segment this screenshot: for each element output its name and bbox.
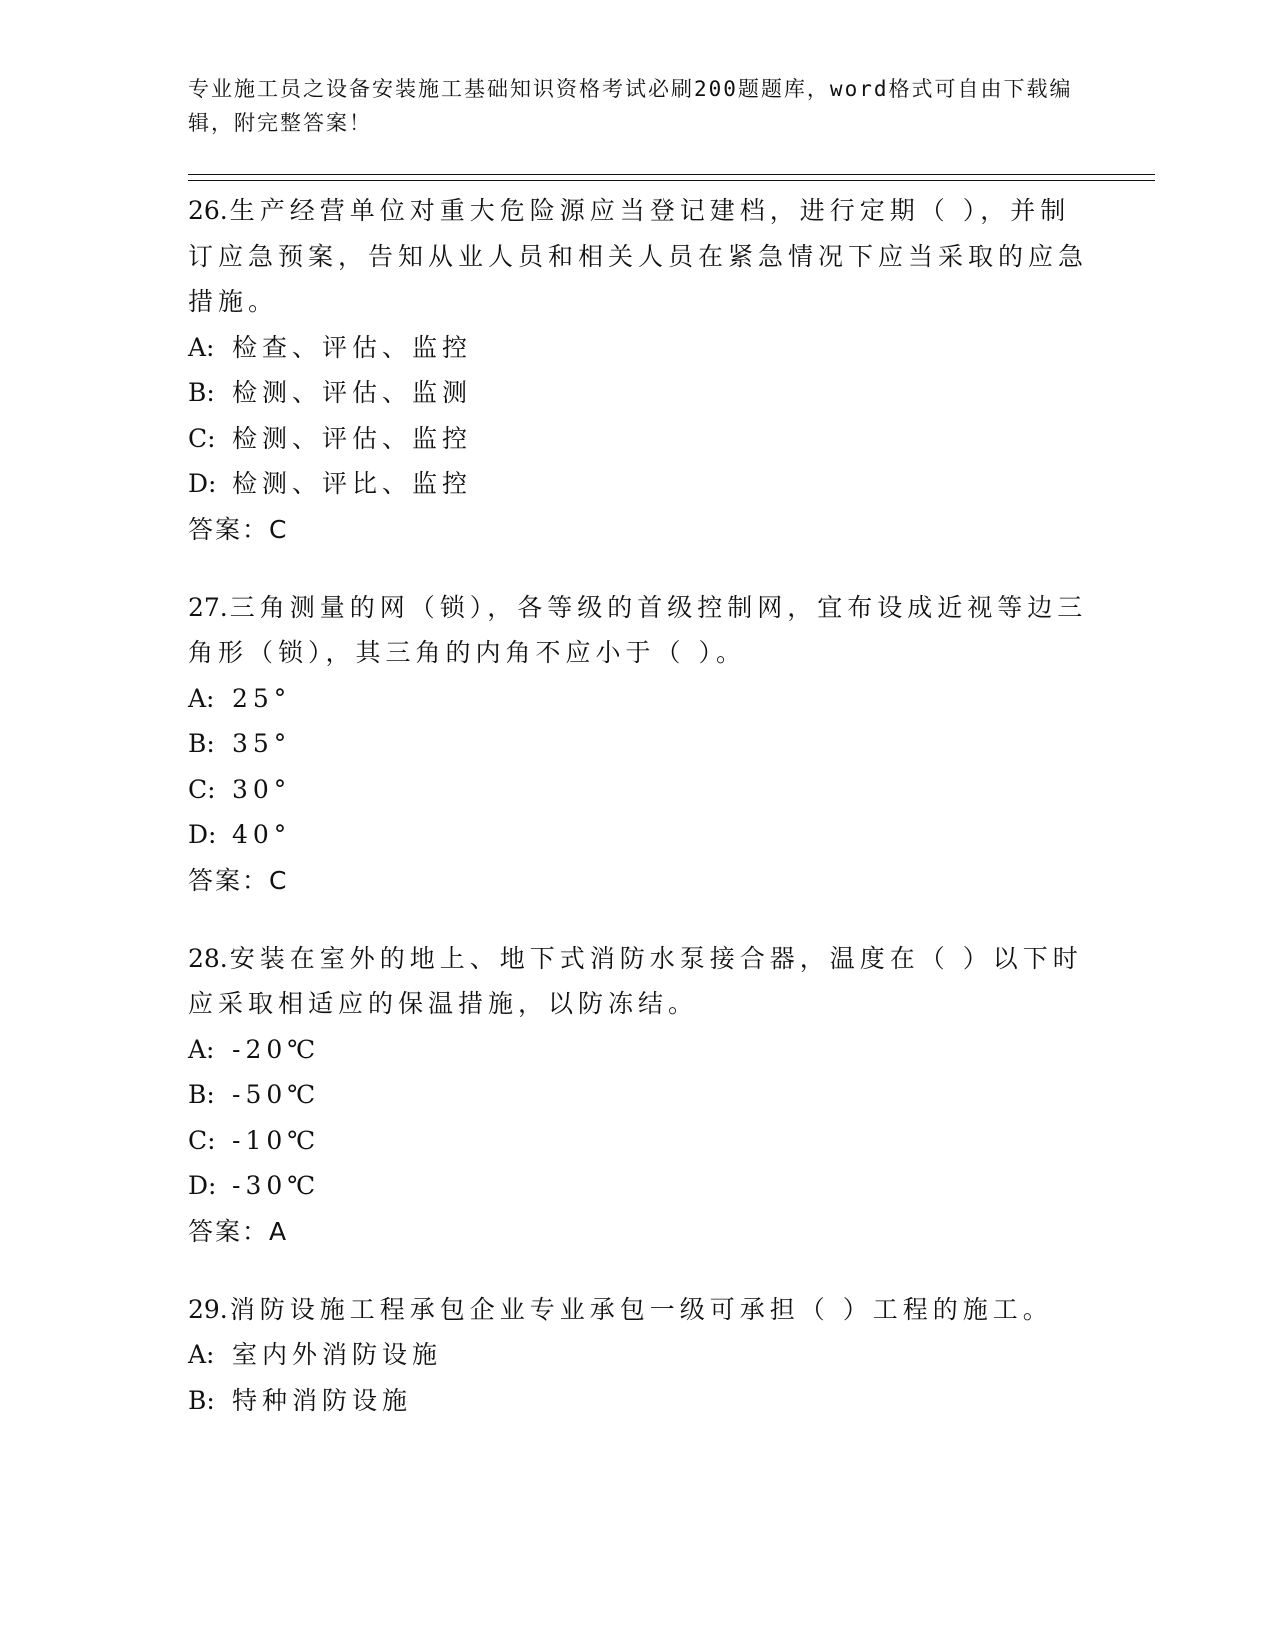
question-number: 27. [188,592,228,622]
option-text: 检测、评比、监控 [232,469,473,498]
option-letter: A: [188,332,215,362]
header-divider-top [188,174,1155,175]
header-divider-bottom [188,180,1155,181]
answer-line: 答案：C [188,865,289,895]
option-a [188,325,1088,371]
option-text: 检查、评估、监控 [232,332,473,362]
option-text: 检测、评估、监控 [232,423,473,453]
option-letter: B: [188,1385,215,1415]
option-letter: B: [188,729,215,758]
option-a [188,1027,1088,1073]
question-26 [188,188,1088,553]
option-a [188,676,1088,722]
answer-line: 答案：A [188,1216,289,1246]
option-letter: C: [188,423,216,453]
option-text: -30℃ [232,1171,321,1200]
question-text: 安装在室外的地上、地下式消防水泵接合器，温度在（ ）以下时应采取相适应的保温措施，以防冻结。 [188,943,1083,1018]
question-stem [188,1287,1088,1333]
question-stem [188,585,1088,676]
option-b [188,721,1088,767]
question-text: 生产经营单位对重大危险源应当登记建档，进行定期（ ），并制订应急预案，告知从业人员和相关人员在紧急情况下应当采取的应急措施。 [188,196,1089,316]
option-d [188,461,1088,507]
option-text: 检测、评估、监测 [232,378,473,407]
question-text: 三角测量的网（锁），各等级的首级控制网，宜布设成近视等边三角形（锁），其三角的内角不应小于（ ）。 [188,592,1088,667]
option-c [188,416,1088,462]
option-letter: D: [188,820,217,849]
option-text: 35° [232,729,292,758]
question-stem [188,188,1088,325]
question-number: 28. [188,943,228,973]
option-b [188,1072,1088,1118]
option-letter: A: [188,1340,215,1369]
option-letter: C: [188,774,216,804]
question-29 [188,1287,1088,1424]
option-text: 室内外消防设施 [232,1340,443,1369]
answer-line: 答案：C [188,514,289,544]
option-text: -20℃ [232,1034,321,1064]
option-text: 40° [232,820,292,849]
option-letter: A: [188,1034,215,1064]
option-text: 25° [232,683,292,713]
option-d [188,1163,1088,1209]
option-d [188,812,1088,858]
question-28 [188,936,1088,1255]
option-c [188,1118,1088,1164]
option-b [188,1378,1088,1424]
option-b [188,370,1088,416]
option-c [188,767,1088,813]
option-a [188,1332,1088,1378]
option-letter: B: [188,1080,215,1109]
question-number: 29. [188,1294,228,1324]
question-text: 消防设施工程承包企业专业承包一级可承担（ ）工程的施工。 [229,1294,1053,1324]
option-letter: B: [188,378,215,407]
option-text: 特种消防设施 [232,1385,413,1415]
question-list [188,188,1088,1455]
question-number: 26. [188,196,228,225]
option-text: -10℃ [232,1125,321,1155]
option-letter: D: [188,1171,217,1200]
question-stem [188,936,1088,1027]
option-letter: D: [188,469,217,498]
option-text: 30° [232,774,292,804]
option-text: -50℃ [232,1080,321,1109]
question-27 [188,585,1088,904]
option-letter: A: [188,683,215,713]
option-letter: C: [188,1125,216,1155]
document-header: 专业施工员之设备安装施工基础知识资格考试必刷200题题库，word格式可自由下载编辑，附完整答案！ [188,77,1073,135]
